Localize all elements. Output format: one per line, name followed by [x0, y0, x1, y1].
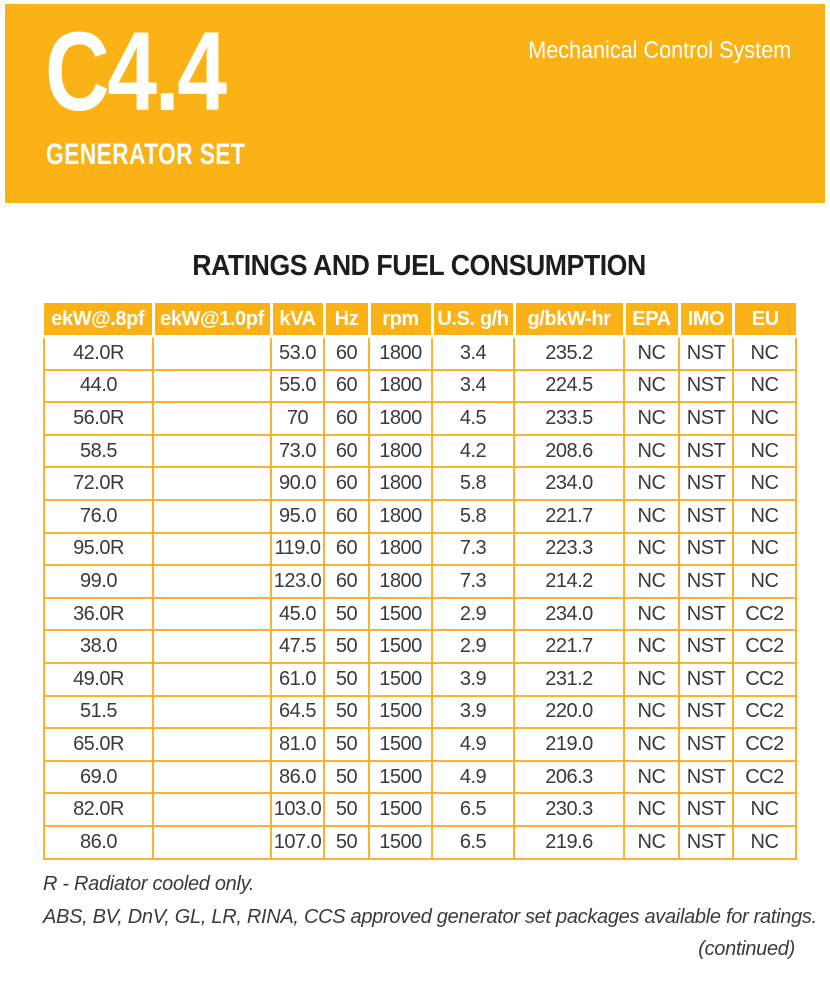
table-cell: 123.0 [271, 565, 324, 598]
column-header: IMO [679, 303, 733, 337]
table-cell: 214.2 [514, 565, 624, 598]
table-cell: NC [733, 467, 796, 500]
table-cell: 221.7 [514, 630, 624, 663]
table-cell: NC [624, 663, 679, 696]
table-cell [153, 630, 271, 663]
table-cell: NC [733, 826, 796, 859]
table-cell: 107.0 [271, 826, 324, 859]
table-cell: NC [733, 500, 796, 533]
table-cell: NC [624, 598, 679, 631]
table-cell: NC [624, 402, 679, 435]
table-cell: 1500 [369, 793, 432, 826]
table-row [44, 370, 796, 403]
table-cell: 55.0 [271, 370, 324, 403]
table-cell: 60 [324, 500, 369, 533]
table-cell: 3.9 [432, 696, 514, 729]
table-cell: 5.8 [432, 467, 514, 500]
table-cell: NC [624, 337, 679, 370]
table-cell: 60 [324, 402, 369, 435]
table-cell: 50 [324, 826, 369, 859]
table-cell: 4.9 [432, 728, 514, 761]
table-cell: NC [624, 533, 679, 566]
table-cell: 60 [324, 435, 369, 468]
table-cell: NST [679, 793, 733, 826]
table-cell: 7.3 [432, 565, 514, 598]
model-name: C4.4 [45, 9, 225, 134]
table-cell: 5.8 [432, 500, 514, 533]
table-row [44, 793, 796, 826]
table-cell: NC [733, 435, 796, 468]
footnote-approvals: ABS, BV, DnV, GL, LR, RINA, CCS approved generator set packages available for ratings. [43, 906, 817, 928]
table-cell: 60 [324, 467, 369, 500]
table-cell: NST [679, 826, 733, 859]
table-cell: 65.0R [44, 728, 153, 761]
footnote-radiator: R - Radiator cooled only. [43, 873, 255, 895]
table-cell: 60 [324, 370, 369, 403]
table-cell: NST [679, 435, 733, 468]
table-cell: NC [733, 402, 796, 435]
table-cell: 86.0 [44, 826, 153, 859]
table-cell [153, 826, 271, 859]
table-cell: 103.0 [271, 793, 324, 826]
table-row [44, 630, 796, 663]
column-header: g/bkW-hr [514, 303, 624, 337]
table-cell: 3.4 [432, 337, 514, 370]
table-cell: NST [679, 565, 733, 598]
table-cell: NST [679, 337, 733, 370]
generator-set-label: GENERATOR SET [46, 138, 246, 171]
table-row [44, 728, 796, 761]
table-row [44, 826, 796, 859]
table-cell: 73.0 [271, 435, 324, 468]
table-cell: NST [679, 761, 733, 794]
column-header: ekW@1.0pf [153, 303, 271, 337]
table-cell: 45.0 [271, 598, 324, 631]
table-cell: 208.6 [514, 435, 624, 468]
table-cell: 36.0R [44, 598, 153, 631]
table-cell: NC [733, 565, 796, 598]
table-cell: 1500 [369, 696, 432, 729]
table-cell: 230.3 [514, 793, 624, 826]
table-row [44, 467, 796, 500]
table-cell: 60 [324, 565, 369, 598]
table-cell [153, 533, 271, 566]
table-cell: NC [624, 565, 679, 598]
column-header: EU [733, 303, 796, 337]
table-cell: 1500 [369, 663, 432, 696]
table-cell: 50 [324, 728, 369, 761]
table-cell: 50 [324, 761, 369, 794]
table-cell: 95.0R [44, 533, 153, 566]
table-cell: 95.0 [271, 500, 324, 533]
table-cell: 1800 [369, 565, 432, 598]
column-header: kVA [271, 303, 324, 337]
table-cell: 51.5 [44, 696, 153, 729]
table-cell: 1800 [369, 533, 432, 566]
table-cell: 50 [324, 663, 369, 696]
table-header-row [44, 303, 796, 337]
table-cell: 1500 [369, 826, 432, 859]
table-row [44, 696, 796, 729]
table-cell [153, 598, 271, 631]
table-cell [153, 761, 271, 794]
table-cell: 221.7 [514, 500, 624, 533]
table-cell [153, 696, 271, 729]
table-cell [153, 728, 271, 761]
column-header: rpm [369, 303, 432, 337]
table-cell: 58.5 [44, 435, 153, 468]
table-row [44, 337, 796, 370]
table-cell: CC2 [733, 630, 796, 663]
control-system-label: Mechanical Control System [528, 37, 791, 64]
table-cell: 50 [324, 696, 369, 729]
table-cell: 3.4 [432, 370, 514, 403]
table-cell: CC2 [733, 696, 796, 729]
column-header: EPA [624, 303, 679, 337]
table-cell: 235.2 [514, 337, 624, 370]
table-cell: 4.2 [432, 435, 514, 468]
table-cell: 6.5 [432, 826, 514, 859]
table-cell: CC2 [733, 728, 796, 761]
table-cell: CC2 [733, 761, 796, 794]
table-cell: 47.5 [271, 630, 324, 663]
table-cell: 60 [324, 337, 369, 370]
column-header: ekW@.8pf [44, 303, 153, 337]
table-row [44, 500, 796, 533]
table-cell: NST [679, 663, 733, 696]
column-header: Hz [324, 303, 369, 337]
table-cell: 82.0R [44, 793, 153, 826]
table-cell: NC [624, 696, 679, 729]
table-cell: 56.0R [44, 402, 153, 435]
table-cell: 60 [324, 533, 369, 566]
ratings-table [43, 303, 797, 860]
table-cell: 1800 [369, 435, 432, 468]
table-cell: NC [624, 793, 679, 826]
table-cell: 220.0 [514, 696, 624, 729]
table-cell [153, 337, 271, 370]
table-cell: 72.0R [44, 467, 153, 500]
table-cell: 61.0 [271, 663, 324, 696]
table-cell [153, 467, 271, 500]
table-cell: 1800 [369, 402, 432, 435]
continued-label: (continued) [698, 938, 795, 960]
table-cell: 4.5 [432, 402, 514, 435]
header-banner [5, 4, 825, 203]
table-cell: NC [733, 337, 796, 370]
table-cell: 219.0 [514, 728, 624, 761]
table-cell: 90.0 [271, 467, 324, 500]
table-cell: NST [679, 630, 733, 663]
table-cell: 1500 [369, 598, 432, 631]
table-cell: 69.0 [44, 761, 153, 794]
table-cell [153, 435, 271, 468]
table-cell: NST [679, 696, 733, 729]
table-cell: NST [679, 402, 733, 435]
table-cell [153, 663, 271, 696]
table-cell [153, 370, 271, 403]
table-row [44, 565, 796, 598]
table-cell: 53.0 [271, 337, 324, 370]
table-cell: 50 [324, 598, 369, 631]
table-row [44, 663, 796, 696]
table-cell: NC [624, 370, 679, 403]
table-cell: NC [624, 435, 679, 468]
table-cell: 223.3 [514, 533, 624, 566]
table-cell [153, 793, 271, 826]
table-cell: NC [624, 761, 679, 794]
table-cell: NC [624, 500, 679, 533]
table-cell: 234.0 [514, 467, 624, 500]
table-cell: 234.0 [514, 598, 624, 631]
table-cell: 99.0 [44, 565, 153, 598]
table-cell: 119.0 [271, 533, 324, 566]
table-cell: 224.5 [514, 370, 624, 403]
table-cell: 3.9 [432, 663, 514, 696]
table-row [44, 435, 796, 468]
table-cell: NST [679, 728, 733, 761]
table-cell: NC [733, 533, 796, 566]
table-cell [153, 565, 271, 598]
table-cell: 1800 [369, 370, 432, 403]
table-cell: 1500 [369, 630, 432, 663]
table-cell: 49.0R [44, 663, 153, 696]
table-cell: NST [679, 500, 733, 533]
table-cell: 4.9 [432, 761, 514, 794]
table-cell: NC [624, 728, 679, 761]
table-cell: NC [733, 793, 796, 826]
table-cell: CC2 [733, 598, 796, 631]
table-cell: NST [679, 370, 733, 403]
column-header: U.S. g/h [432, 303, 514, 337]
table-cell: 1500 [369, 761, 432, 794]
table-cell: 233.5 [514, 402, 624, 435]
table-cell: 231.2 [514, 663, 624, 696]
table-row [44, 533, 796, 566]
table-cell: 1800 [369, 467, 432, 500]
table-cell: 2.9 [432, 598, 514, 631]
ratings-table-title: RATINGS AND FUEL CONSUMPTION [192, 250, 646, 282]
table-cell: NC [624, 826, 679, 859]
table-cell: NC [624, 630, 679, 663]
table-cell: 6.5 [432, 793, 514, 826]
table-cell [153, 500, 271, 533]
table-cell: 50 [324, 630, 369, 663]
table-cell: NC [733, 370, 796, 403]
table-cell: NST [679, 598, 733, 631]
table-cell: 70 [271, 402, 324, 435]
table-cell: NC [624, 467, 679, 500]
table-cell: 7.3 [432, 533, 514, 566]
table-cell: NST [679, 467, 733, 500]
table-cell: 38.0 [44, 630, 153, 663]
table-cell: 44.0 [44, 370, 153, 403]
table-cell: 2.9 [432, 630, 514, 663]
table-cell: 50 [324, 793, 369, 826]
table-cell: 81.0 [271, 728, 324, 761]
table-cell: 1800 [369, 500, 432, 533]
table-cell: 219.6 [514, 826, 624, 859]
table-cell [153, 402, 271, 435]
table-row [44, 761, 796, 794]
table-cell: CC2 [733, 663, 796, 696]
table-cell: 64.5 [271, 696, 324, 729]
table-cell: 76.0 [44, 500, 153, 533]
table-cell: NST [679, 533, 733, 566]
table-cell: 1800 [369, 337, 432, 370]
table-cell: 86.0 [271, 761, 324, 794]
table-cell: 42.0R [44, 337, 153, 370]
table-row [44, 598, 796, 631]
table-row [44, 402, 796, 435]
table-cell: 206.3 [514, 761, 624, 794]
table-cell: 1500 [369, 728, 432, 761]
